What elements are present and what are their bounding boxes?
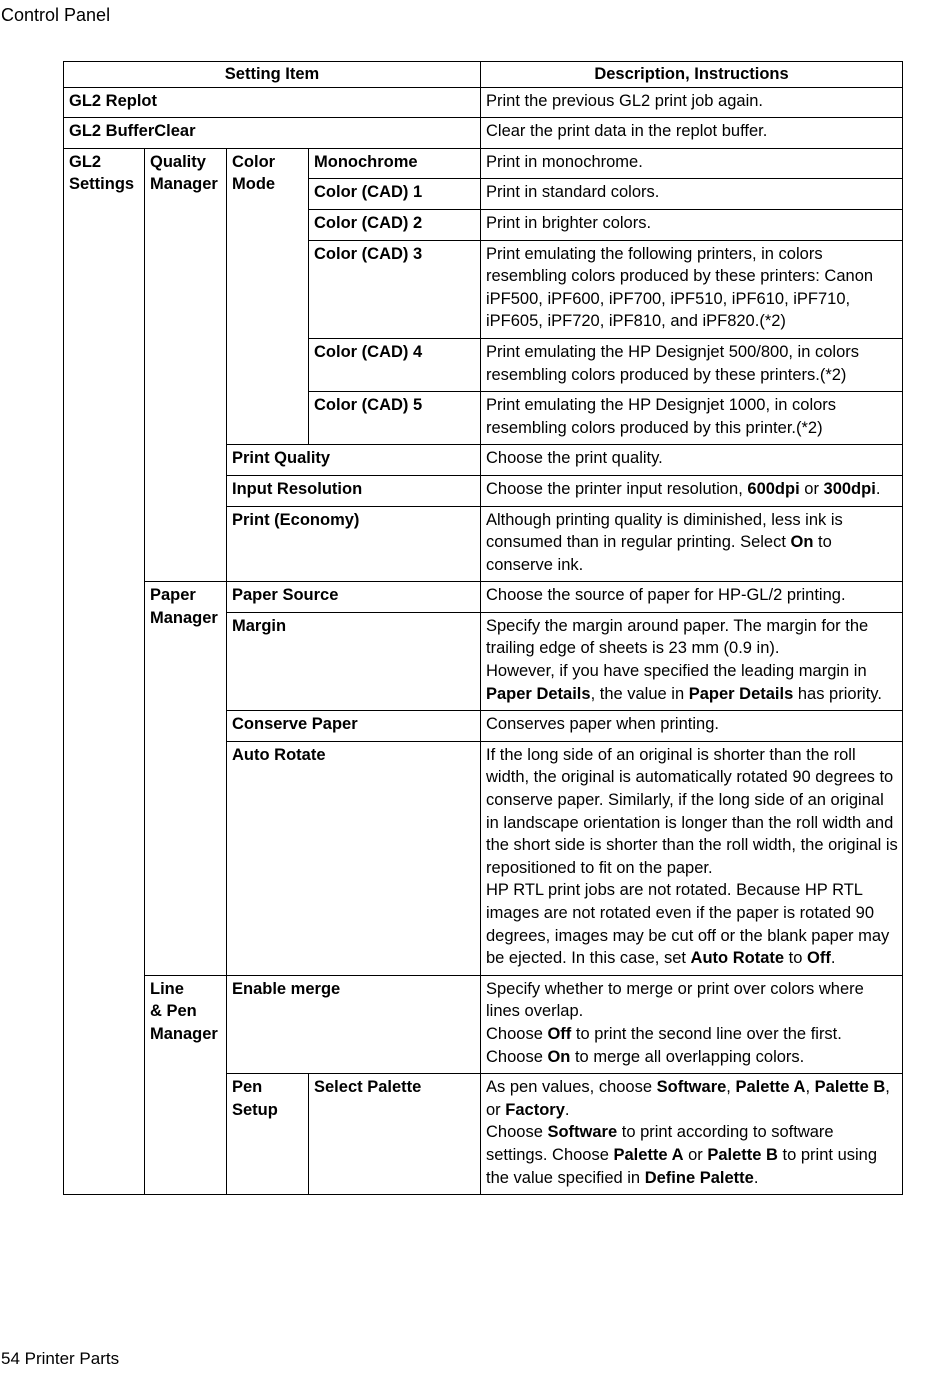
- desc-gl2-replot: Print the previous GL2 print job again.: [481, 87, 903, 118]
- color-mode-label-line2: Mode: [232, 175, 276, 194]
- option-300dpi: 300dpi: [823, 479, 876, 498]
- desc-color-cad-5: Print emulating the HP Designjet 1000, in colors resembling colors produced by this printer.(*2): [481, 392, 903, 445]
- setting-gl2-settings: [64, 148, 145, 1194]
- page-footer: 54 Printer Parts: [1, 1349, 120, 1368]
- table-row: [64, 148, 903, 179]
- line-pen-manager-label-line2: & Pen: [150, 1002, 197, 1021]
- pen-setup-label-line2: Setup: [232, 1100, 278, 1119]
- desc-gl2-bufferclear: Clear the print data in the replot buffer.: [481, 118, 903, 149]
- desc-color-cad-4: Print emulating the HP Designjet 500/800, in colors resembling colors produced by these printers.(*2): [481, 338, 903, 391]
- page-header-title: Control Panel: [1, 5, 111, 25]
- desc-text: .: [564, 1100, 570, 1119]
- setting-auto-rotate: Auto Rotate: [227, 741, 481, 975]
- settings-table: [63, 61, 903, 1195]
- option-auto-rotate: Auto Rotate: [690, 949, 785, 968]
- desc-enable-merge: [481, 975, 903, 1073]
- setting-print-economy: Print (Economy): [227, 506, 481, 582]
- desc-text: to print according to software settings. Choose: [486, 1123, 834, 1164]
- desc-text: to: [784, 949, 807, 968]
- desc-conserve-paper: Conserves paper when printing.: [481, 711, 903, 742]
- setting-conserve-paper: Conserve Paper: [227, 711, 481, 742]
- desc-text: Choose the printer input resolution,: [486, 479, 748, 498]
- desc-monochrome: Print in monochrome.: [481, 148, 903, 179]
- option-paper-details: Paper Details: [486, 684, 591, 703]
- desc-text: , or: [486, 1078, 890, 1119]
- desc-text: Choose: [486, 1047, 548, 1066]
- quality-manager-label-line2: Manager: [150, 175, 218, 194]
- desc-text: If the long side of an original is shorter than the roll width, the original is automatically rotated 90 degrees to conserve paper. Similarly, if the long side of an original in landscape orientation is longer than the roll width and the short side is shorter than the roll width, the original is repositioned to fit on the paper.: [486, 745, 898, 877]
- setting-pen-setup: [227, 1074, 309, 1195]
- setting-quality-manager: [145, 148, 227, 582]
- desc-text: However, if you have specified the leading margin in: [486, 662, 867, 681]
- table-row: [64, 87, 903, 118]
- desc-text: or: [799, 479, 824, 498]
- option-define-palette: Define Palette: [644, 1168, 754, 1187]
- desc-print-quality: Choose the print quality.: [481, 445, 903, 476]
- paper-manager-label-line1: Paper: [150, 586, 196, 605]
- setting-print-quality: Print Quality: [227, 445, 481, 476]
- setting-color-cad-1: Color (CAD) 1: [309, 179, 481, 210]
- option-software: Software: [547, 1123, 618, 1142]
- gl2-settings-label-line2: Settings: [69, 175, 135, 194]
- desc-auto-rotate: [481, 741, 903, 975]
- setting-color-cad-3: Color (CAD) 3: [309, 240, 481, 338]
- setting-margin: Margin: [227, 612, 481, 710]
- option-off: Off: [806, 949, 831, 968]
- setting-color-cad-4: Color (CAD) 4: [309, 338, 481, 391]
- desc-text: Although printing quality is diminished, less ink is consumed than in regular printing. Select: [486, 510, 843, 552]
- quality-manager-label-line1: Quality: [150, 152, 206, 171]
- desc-text: to conserve ink.: [486, 533, 832, 574]
- option-software: Software: [656, 1078, 727, 1097]
- setting-paper-source: Paper Source: [227, 582, 481, 613]
- table-row: [64, 975, 903, 1073]
- desc-text: [486, 1076, 898, 1121]
- desc-text: ,: [805, 1078, 815, 1097]
- paper-manager-label-line2: Manager: [150, 608, 218, 627]
- desc-color-cad-1: Print in standard colors.: [481, 179, 903, 210]
- line-pen-manager-label-line3: Manager: [150, 1024, 218, 1043]
- desc-text: to print using the value specified in: [486, 1145, 878, 1187]
- option-on: On: [790, 533, 814, 552]
- option-600dpi: 600dpi: [747, 479, 800, 498]
- setting-color-cad-5: Color (CAD) 5: [309, 392, 481, 445]
- desc-paper-source: Choose the source of paper for HP-GL/2 printing.: [481, 582, 903, 613]
- table-row: [64, 118, 903, 149]
- desc-text: ,: [726, 1078, 736, 1097]
- desc-text: [486, 1046, 898, 1069]
- setting-paper-manager: [145, 582, 227, 976]
- desc-text: Choose: [486, 1123, 548, 1142]
- column-header-description: Description, Instructions: [481, 62, 903, 88]
- desc-text: .: [875, 479, 881, 498]
- setting-gl2-bufferclear: GL2 BufferClear: [64, 118, 481, 149]
- desc-text: HP RTL print jobs are not rotated. Because HP RTL images are not rotated even if the paper is rotated 90 degrees, images may be cut off or the blank paper may be ejected. In this case, set: [486, 881, 890, 968]
- setting-monochrome: Monochrome: [309, 148, 481, 179]
- option-palette-b: Palette B: [814, 1078, 886, 1097]
- setting-select-palette: Select Palette: [309, 1074, 481, 1195]
- desc-text: .: [753, 1168, 759, 1187]
- option-factory: Factory: [505, 1100, 565, 1119]
- desc-select-palette: [481, 1074, 903, 1195]
- setting-input-resolution: Input Resolution: [227, 475, 481, 506]
- option-paper-details: Paper Details: [688, 684, 794, 703]
- desc-text: [486, 1023, 898, 1046]
- desc-text: Choose: [486, 1024, 548, 1043]
- option-palette-a: Palette A: [735, 1078, 806, 1097]
- setting-color-mode: [227, 148, 309, 445]
- desc-color-cad-2: Print in brighter colors.: [481, 209, 903, 240]
- desc-text: has priority.: [793, 684, 882, 703]
- option-palette-b: Palette B: [707, 1145, 778, 1164]
- pen-setup-label-line1: Pen: [232, 1078, 263, 1097]
- desc-text: [486, 1121, 898, 1189]
- desc-text: or: [683, 1145, 708, 1164]
- color-mode-label-line1: Color: [232, 152, 276, 171]
- option-off: Off: [547, 1024, 572, 1043]
- desc-color-cad-3: Print emulating the following printers, in colors resembling colors produced by these printers: Canon iPF500, iPF600, iPF700, iPF510, iPF610, iPF710, iPF605, iPF720, iPF810, and iPF820.(*2): [481, 240, 903, 338]
- column-header-setting-item: Setting Item: [64, 62, 481, 88]
- gl2-settings-label-line1: GL2: [69, 152, 102, 171]
- desc-text: As pen values, choose: [486, 1078, 657, 1097]
- setting-enable-merge: Enable merge: [227, 975, 481, 1073]
- desc-margin: [481, 612, 903, 710]
- desc-print-economy: [481, 506, 903, 582]
- desc-text: [486, 879, 898, 969]
- table-header-row: [64, 62, 903, 88]
- desc-text: .: [830, 949, 836, 968]
- desc-text: to merge all overlapping colors.: [570, 1047, 805, 1066]
- setting-gl2-replot: GL2 Replot: [64, 87, 481, 118]
- table-row: [64, 582, 903, 613]
- line-pen-manager-label-line1: Line: [150, 979, 184, 998]
- desc-text: Specify the margin around paper. The margin for the trailing edge of sheets is 23 mm (0.9 in).: [486, 616, 869, 658]
- option-on: On: [547, 1047, 571, 1066]
- desc-text: [486, 660, 898, 705]
- desc-text: to print the second line over the first.: [571, 1024, 842, 1043]
- option-palette-a: Palette A: [613, 1145, 684, 1164]
- desc-input-resolution: [481, 475, 903, 506]
- desc-text: , the value in: [590, 684, 689, 703]
- setting-line-pen-manager: [145, 975, 227, 1194]
- desc-text: Specify whether to merge or print over colors where lines overlap.: [486, 979, 864, 1021]
- setting-color-cad-2: Color (CAD) 2: [309, 209, 481, 240]
